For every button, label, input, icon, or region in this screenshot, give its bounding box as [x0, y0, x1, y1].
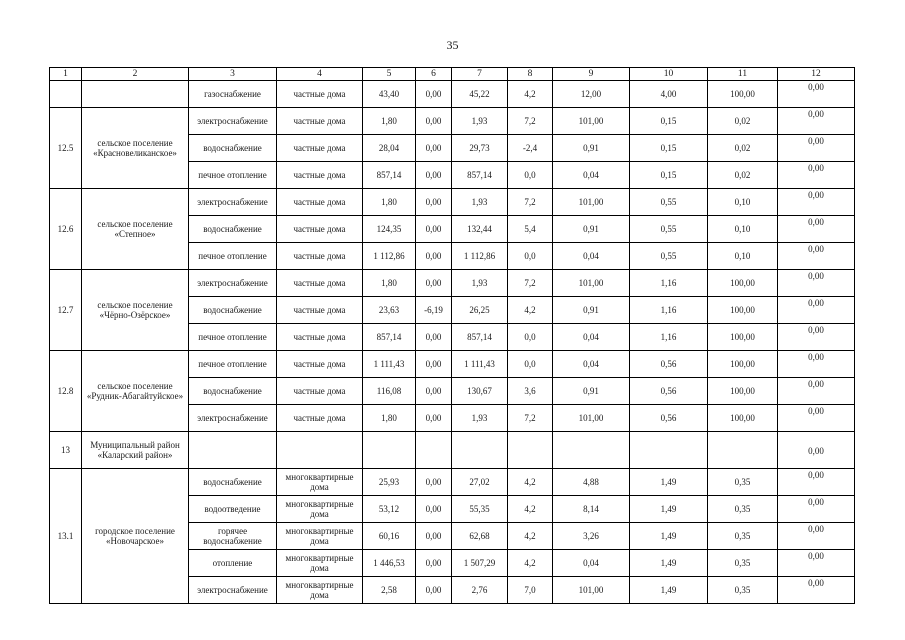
value-cell: 0,00	[416, 324, 452, 351]
value-cell: 0,00	[416, 135, 452, 162]
housing-type-cell	[277, 432, 363, 469]
value-cell: 100,00	[708, 405, 778, 432]
row-number-cell: 13.1	[50, 469, 82, 604]
value-cell: 0,00	[778, 523, 855, 550]
housing-type-cell: частные дома	[277, 297, 363, 324]
housing-type-cell: частные дома	[277, 135, 363, 162]
value-cell: 0,56	[630, 351, 708, 378]
value-cell: 0,00	[416, 162, 452, 189]
value-cell: 1,16	[630, 297, 708, 324]
header-cell: 2	[82, 68, 189, 81]
value-cell: 23,63	[363, 297, 416, 324]
housing-type-cell: многоквартирные дома	[277, 469, 363, 496]
value-cell: 7,2	[508, 270, 553, 297]
value-cell: 4,2	[508, 550, 553, 577]
value-cell: 0,00	[416, 378, 452, 405]
settlement-cell: городское поселение «Новочарское»	[82, 469, 189, 604]
housing-type-cell: частные дома	[277, 162, 363, 189]
value-cell: 1,80	[363, 189, 416, 216]
row-number-cell: 13	[50, 432, 82, 469]
value-cell: 2,58	[363, 577, 416, 604]
value-cell: 0,15	[630, 108, 708, 135]
value-cell: 8,14	[553, 496, 630, 523]
value-cell: 1,49	[630, 523, 708, 550]
value-cell: 100,00	[708, 378, 778, 405]
value-cell: 2,76	[452, 577, 508, 604]
value-cell: 0,35	[708, 496, 778, 523]
header-cell: 1	[50, 68, 82, 81]
value-cell: 0,15	[630, 135, 708, 162]
value-cell: 0,35	[708, 577, 778, 604]
header-cell: 6	[416, 68, 452, 81]
value-cell: 130,67	[452, 378, 508, 405]
settlement-cell: сельское поселение «Рудник-Абагайтуйское»	[82, 351, 189, 432]
table-row	[50, 108, 855, 135]
value-cell	[452, 432, 508, 469]
value-cell: 0,00	[778, 243, 855, 270]
utility-cell: водоснабжение	[189, 135, 277, 162]
value-cell: 25,93	[363, 469, 416, 496]
value-cell: 12,00	[553, 81, 630, 108]
value-cell: 7,2	[508, 405, 553, 432]
housing-type-cell: многоквартирные дома	[277, 523, 363, 550]
table-row	[50, 351, 855, 378]
value-cell: 116,08	[363, 378, 416, 405]
housing-type-cell: частные дома	[277, 189, 363, 216]
value-cell: 1,16	[630, 324, 708, 351]
value-cell: 100,00	[708, 270, 778, 297]
value-cell: 0,00	[416, 189, 452, 216]
settlement-cell	[82, 81, 189, 108]
value-cell: 124,35	[363, 216, 416, 243]
table-row	[50, 189, 855, 216]
utility-cell: печное отопление	[189, 351, 277, 378]
value-cell: 1 112,86	[363, 243, 416, 270]
value-cell: 100,00	[708, 324, 778, 351]
value-cell: 0,00	[778, 135, 855, 162]
value-cell: 0,00	[416, 108, 452, 135]
value-cell: 7,2	[508, 108, 553, 135]
header-cell: 4	[277, 68, 363, 81]
value-cell: 29,73	[452, 135, 508, 162]
value-cell: 4,88	[553, 469, 630, 496]
value-cell: 3,6	[508, 378, 553, 405]
value-cell: 0,00	[778, 162, 855, 189]
value-cell: 857,14	[363, 324, 416, 351]
value-cell: 0,00	[416, 469, 452, 496]
value-cell: 0,00	[416, 496, 452, 523]
value-cell: 53,12	[363, 496, 416, 523]
value-cell: 0,00	[416, 216, 452, 243]
value-cell: 1,16	[630, 270, 708, 297]
value-cell: 0,91	[553, 378, 630, 405]
value-cell: 857,14	[452, 162, 508, 189]
value-cell: 4,2	[508, 496, 553, 523]
value-cell: 0,10	[708, 216, 778, 243]
utility-cell: электроснабжение	[189, 405, 277, 432]
utility-cell: водоснабжение	[189, 469, 277, 496]
value-cell: 4,2	[508, 81, 553, 108]
value-cell: 0,02	[708, 162, 778, 189]
housing-type-cell: частные дома	[277, 243, 363, 270]
header-cell: 7	[452, 68, 508, 81]
housing-type-cell: частные дома	[277, 108, 363, 135]
value-cell: 1,93	[452, 108, 508, 135]
value-cell: 0,00	[416, 523, 452, 550]
value-cell: 0,91	[553, 135, 630, 162]
header-cell: 8	[508, 68, 553, 81]
value-cell: 62,68	[452, 523, 508, 550]
value-cell: 0,91	[553, 297, 630, 324]
value-cell: 1 111,43	[452, 351, 508, 378]
value-cell: 0,00	[778, 496, 855, 523]
table-row	[50, 81, 855, 108]
value-cell: 0,35	[708, 550, 778, 577]
value-cell: 0,00	[778, 108, 855, 135]
row-number-cell	[50, 81, 82, 108]
value-cell: 0,00	[416, 243, 452, 270]
value-cell: -2,4	[508, 135, 553, 162]
value-cell: 0,00	[778, 577, 855, 604]
value-cell: 0,00	[416, 405, 452, 432]
value-cell: 0,55	[630, 189, 708, 216]
value-cell: 0,04	[553, 324, 630, 351]
value-cell: 0,02	[708, 108, 778, 135]
value-cell: 100,00	[708, 351, 778, 378]
value-cell: 0,56	[630, 378, 708, 405]
page-number: 35	[446, 38, 459, 52]
value-cell: 0,00	[778, 216, 855, 243]
utility-cell: водоснабжение	[189, 216, 277, 243]
table-row	[50, 270, 855, 297]
value-cell: 0,00	[778, 324, 855, 351]
value-cell: 4,2	[508, 469, 553, 496]
header-cell: 12	[778, 68, 855, 81]
value-cell: 0,10	[708, 189, 778, 216]
value-cell: 0,00	[778, 550, 855, 577]
settlement-cell: сельское поселение «Чёрно-Озёрское»	[82, 270, 189, 351]
settlement-cell: Муниципальный район «Каларский район»	[82, 432, 189, 469]
value-cell: 4,00	[630, 81, 708, 108]
value-cell: 55,35	[452, 496, 508, 523]
header-cell: 5	[363, 68, 416, 81]
settlement-cell: сельское поселение «Степное»	[82, 189, 189, 270]
value-cell: 1,49	[630, 577, 708, 604]
value-cell: 0,00	[778, 270, 855, 297]
utility-cell: водоснабжение	[189, 378, 277, 405]
utility-cell: водоотведение	[189, 496, 277, 523]
value-cell: 0,04	[553, 243, 630, 270]
value-cell: 1,93	[452, 189, 508, 216]
value-cell	[553, 432, 630, 469]
header-cell: 3	[189, 68, 277, 81]
housing-type-cell: частные дома	[277, 378, 363, 405]
value-cell: 4,2	[508, 523, 553, 550]
value-cell: 0,91	[553, 216, 630, 243]
value-cell	[416, 432, 452, 469]
value-cell: 1,93	[452, 405, 508, 432]
value-cell: 1,49	[630, 469, 708, 496]
utility-cell: печное отопление	[189, 162, 277, 189]
housing-type-cell: частные дома	[277, 324, 363, 351]
value-cell: 857,14	[452, 324, 508, 351]
header-cell: 11	[708, 68, 778, 81]
value-cell: 45,22	[452, 81, 508, 108]
value-cell: 0,0	[508, 162, 553, 189]
header-cell: 9	[553, 68, 630, 81]
value-cell: 7,0	[508, 577, 553, 604]
value-cell: 0,56	[630, 405, 708, 432]
value-cell	[363, 432, 416, 469]
value-cell: 5,4	[508, 216, 553, 243]
value-cell: 4,2	[508, 297, 553, 324]
value-cell: 1 446,53	[363, 550, 416, 577]
value-cell	[508, 432, 553, 469]
value-cell: 0,00	[416, 577, 452, 604]
value-cell: 132,44	[452, 216, 508, 243]
value-cell: 0,00	[416, 81, 452, 108]
value-cell: 101,00	[553, 405, 630, 432]
housing-type-cell: многоквартирные дома	[277, 550, 363, 577]
utility-cell	[189, 432, 277, 469]
value-cell: 0,55	[630, 216, 708, 243]
value-cell: 1,80	[363, 108, 416, 135]
utility-cell: электроснабжение	[189, 108, 277, 135]
value-cell: 0,00	[416, 270, 452, 297]
housing-type-cell: частные дома	[277, 270, 363, 297]
value-cell: 0,00	[778, 297, 855, 324]
value-cell: 0,35	[708, 523, 778, 550]
value-cell	[708, 432, 778, 469]
value-cell: 0,04	[553, 351, 630, 378]
value-cell: 0,00	[778, 378, 855, 405]
value-cell: 3,26	[553, 523, 630, 550]
value-cell: 101,00	[553, 108, 630, 135]
housing-type-cell: частные дома	[277, 216, 363, 243]
value-cell: 0,04	[553, 162, 630, 189]
housing-type-cell: частные дома	[277, 405, 363, 432]
housing-type-cell: частные дома	[277, 351, 363, 378]
value-cell: 101,00	[553, 189, 630, 216]
value-cell: 0,00	[778, 81, 855, 108]
data-table	[49, 67, 855, 604]
value-cell: 0,00	[778, 189, 855, 216]
value-cell: 101,00	[553, 577, 630, 604]
value-cell: 7,2	[508, 189, 553, 216]
value-cell: 0,00	[778, 469, 855, 496]
utility-cell: отопление	[189, 550, 277, 577]
value-cell: 0,00	[778, 432, 855, 469]
value-cell: 43,40	[363, 81, 416, 108]
value-cell: 1,93	[452, 270, 508, 297]
value-cell: 0,10	[708, 243, 778, 270]
value-cell: 1 112,86	[452, 243, 508, 270]
value-cell: 0,04	[553, 550, 630, 577]
value-cell: 857,14	[363, 162, 416, 189]
row-number-cell: 12.7	[50, 270, 82, 351]
settlement-cell: сельское поселение «Красновеликанское»	[82, 108, 189, 189]
value-cell: 0,00	[416, 351, 452, 378]
header-cell: 10	[630, 68, 708, 81]
value-cell: 0,02	[708, 135, 778, 162]
value-cell: 0,00	[778, 405, 855, 432]
value-cell: 1 507,29	[452, 550, 508, 577]
value-cell: 0,0	[508, 324, 553, 351]
utility-cell: водоснабжение	[189, 297, 277, 324]
value-cell: 26,25	[452, 297, 508, 324]
utility-cell: печное отопление	[189, 324, 277, 351]
value-cell: 101,00	[553, 270, 630, 297]
row-number-cell: 12.6	[50, 189, 82, 270]
table-row	[50, 432, 855, 469]
housing-type-cell: частные дома	[277, 81, 363, 108]
housing-type-cell: многоквартирные дома	[277, 577, 363, 604]
value-cell: 0,00	[416, 550, 452, 577]
utility-cell: электроснабжение	[189, 270, 277, 297]
value-cell: 0,00	[778, 351, 855, 378]
header-row	[50, 68, 855, 81]
value-cell: 27,02	[452, 469, 508, 496]
value-cell: 1,80	[363, 405, 416, 432]
utility-cell: электроснабжение	[189, 189, 277, 216]
value-cell: 0,0	[508, 243, 553, 270]
row-number-cell: 12.8	[50, 351, 82, 432]
value-cell: 100,00	[708, 81, 778, 108]
value-cell: 1 111,43	[363, 351, 416, 378]
housing-type-cell: многоквартирные дома	[277, 496, 363, 523]
utility-cell: газоснабжение	[189, 81, 277, 108]
value-cell: 1,49	[630, 550, 708, 577]
row-number-cell: 12.5	[50, 108, 82, 189]
value-cell: 1,80	[363, 270, 416, 297]
value-cell: 0,35	[708, 469, 778, 496]
utility-cell: печное отопление	[189, 243, 277, 270]
utility-cell: горячее водоснабжение	[189, 523, 277, 550]
value-cell: -6,19	[416, 297, 452, 324]
value-cell: 0,0	[508, 351, 553, 378]
value-cell: 0,55	[630, 243, 708, 270]
utility-cell: электроснабжение	[189, 577, 277, 604]
value-cell	[630, 432, 708, 469]
value-cell: 100,00	[708, 297, 778, 324]
value-cell: 1,49	[630, 496, 708, 523]
value-cell: 0,15	[630, 162, 708, 189]
value-cell: 60,16	[363, 523, 416, 550]
value-cell: 28,04	[363, 135, 416, 162]
table-row	[50, 469, 855, 496]
